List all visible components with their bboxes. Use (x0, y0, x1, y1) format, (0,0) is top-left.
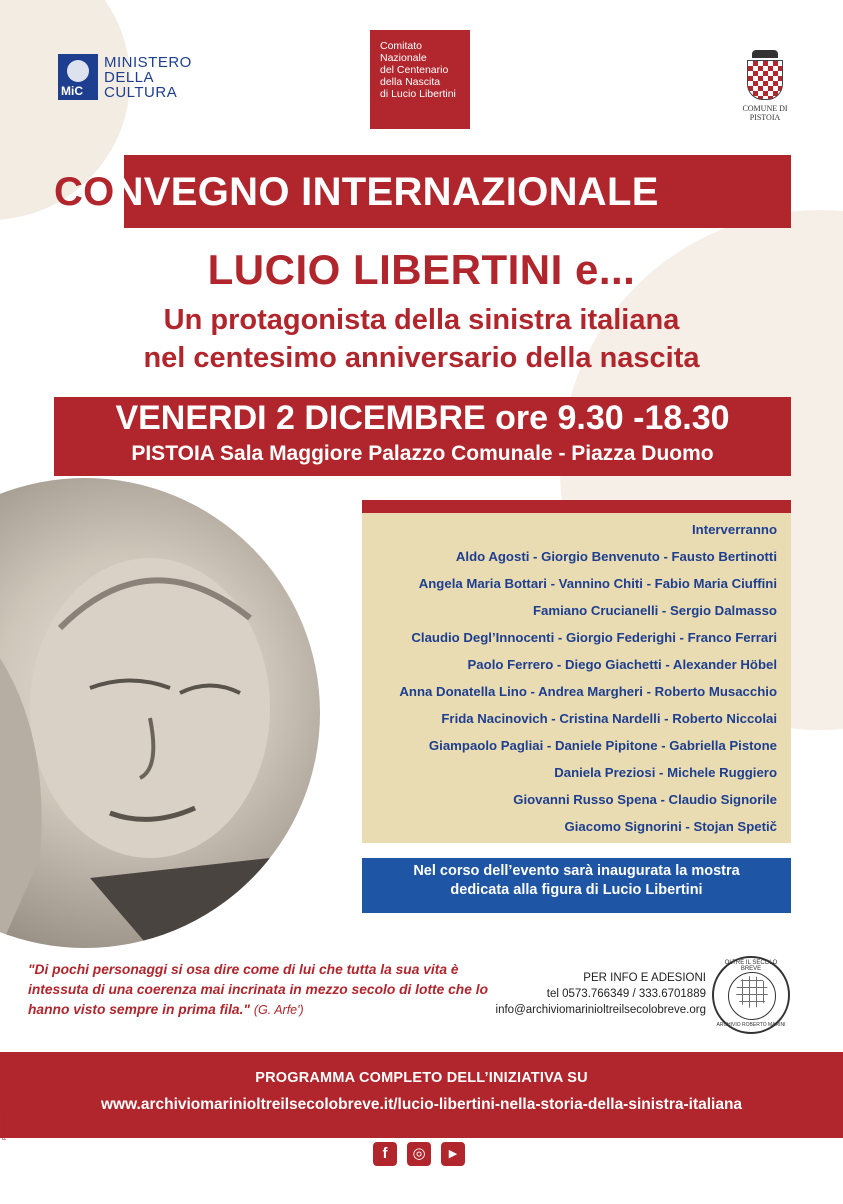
event-name: LUCIO LIBERTINI e... (207, 246, 636, 293)
speaker-line: Daniela Preziosi - Michele Ruggiero (554, 765, 777, 780)
comune-label: COMUNE DI PISTOIA (742, 104, 788, 122)
youtube-icon[interactable]: ▶ (441, 1142, 465, 1166)
mic-emblem: MiC (58, 54, 98, 100)
speakers-header-bar (362, 500, 791, 513)
ministero-cultura-logo (58, 54, 192, 100)
info-phone: tel 0573.766349 / 333.6701889 (546, 988, 706, 1000)
exhibition-text: Nel corso dell’evento sarà inaugurata la mostra dedicata alla figura di Lucio Libertini (413, 863, 740, 898)
ministero-text: MINISTERO DELLA CULTURA (104, 53, 192, 101)
speaker-line: Claudio Degl’Innocenti - Giorgio Federighi - Franco Ferrari (411, 630, 777, 645)
social-icons (373, 1142, 465, 1166)
quote (28, 960, 488, 1020)
speaker-line: Giampaolo Pagliai - Daniele Pipitone - Gabriella Pistone (428, 738, 777, 753)
speaker-line: Giovanni Russo Spena - Claudio Signorile (513, 792, 777, 807)
pistoia-crest-icon (747, 60, 783, 100)
globe-icon (736, 976, 768, 1008)
subtitle-line-1: Un protagonista della sinistra italiana (163, 304, 680, 336)
speakers-list (362, 516, 777, 840)
portrait-sketch (0, 478, 320, 948)
contact-info (470, 970, 706, 1018)
archivio-seal-logo: OLTRE IL SECOLO BREVE ARCHIVIO ROBERTO MARINI (712, 956, 790, 1034)
speaker-line: Giacomo Signorini - Stojan Spetič (564, 819, 777, 834)
side-code: PROPAGANDA2022 (2, 1093, 8, 1140)
convegno-title: CONVEGNO INTERNAZIONALE (54, 170, 659, 214)
speaker-line: Anna Donatella Lino - Andrea Margheri - Roberto Musacchio (399, 684, 777, 699)
speaker-line: Angela Maria Bottari - Vannino Chiti - Fabio Maria Ciuffini (418, 576, 777, 591)
quote-author: (G. Arfe') (253, 1003, 304, 1017)
program-url[interactable]: www.archiviomarinioltreilsecolobreve.it/lucio-libertini-nella-storia-della-sinistra-italiana (100, 1096, 743, 1113)
facebook-icon[interactable]: f (373, 1142, 397, 1166)
speaker-line: Aldo Agosti - Giorgio Benvenuto - Fausto Bertinotti (455, 549, 777, 564)
comune-pistoia-logo (730, 50, 800, 122)
crown-icon (752, 50, 778, 58)
info-email[interactable]: info@archiviomarinioltreilsecolobreve.org (495, 1004, 706, 1016)
program-heading: PROGRAMMA COMPLETO DELL’INIZIATIVA SU (255, 1070, 588, 1086)
speaker-line: Frida Nacinovich - Cristina Nardelli - Roberto Niccolai (441, 711, 777, 726)
speaker-line: Paolo Ferrero - Diego Giachetti - Alexander Höbel (467, 657, 777, 672)
info-label: PER INFO E ADESIONI (583, 972, 706, 984)
event-date: VENERDI 2 DICEMBRE ore 9.30 -18.30 (115, 399, 730, 437)
subtitle-line-2: nel centesimo anniversario della nascita (143, 342, 700, 374)
speakers-heading: Interverranno (691, 522, 777, 537)
instagram-icon[interactable]: ◎ (407, 1142, 431, 1166)
event-place: PISTOIA Sala Maggiore Palazzo Comunale - Piazza Duomo (131, 442, 714, 465)
quote-text: "Di pochi personaggi si osa dire come di lui che tutta la sua vita è intessuta di una coerenza mai incrinata in mezzo secolo di lotte che lo hanno visto sempre in prima fila." (28, 962, 489, 1017)
footer-band (0, 1052, 843, 1138)
speaker-line: Famiano Crucianelli - Sergio Dalmasso (532, 603, 777, 618)
portrait-photo (0, 478, 320, 948)
comitato-logo: Comitato Nazionale del Centenario della Nascita di Lucio Libertini (370, 30, 470, 129)
